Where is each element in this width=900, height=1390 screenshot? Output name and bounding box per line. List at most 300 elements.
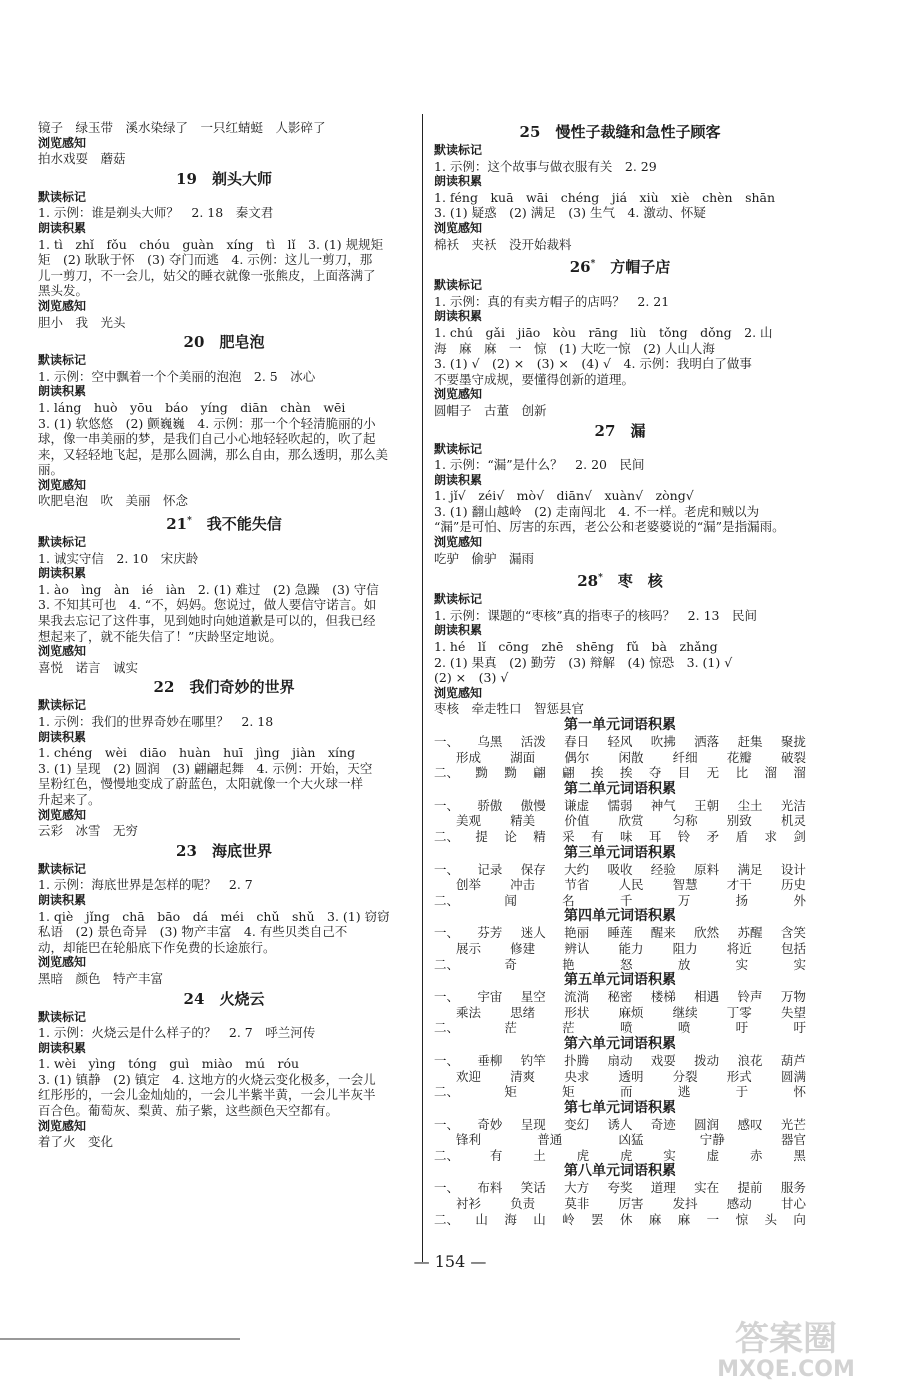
word-item: 锋利	[456, 1132, 482, 1148]
section-label-browse: 浏览感知	[38, 807, 87, 822]
word-item: 精	[533, 828, 546, 844]
column-divider	[422, 114, 423, 1262]
unit-title: 第三单元词语积累	[564, 844, 676, 861]
answer-line: 胆小 我 光头	[38, 314, 126, 330]
section-label-browse: 浏览感知	[38, 955, 87, 970]
word-item: 星空	[520, 989, 546, 1005]
word-row	[434, 813, 806, 829]
lesson-number: 22	[153, 678, 175, 697]
word-item: 形式	[726, 1068, 752, 1084]
word-item: 记录	[477, 861, 503, 877]
section-label-accum: 朗读积累	[38, 1040, 87, 1055]
answer-line: 1. 示例：这个故事与做衣服有关 2. 29	[434, 158, 657, 174]
word-item: 吁	[735, 1020, 749, 1036]
word-item: 破裂	[780, 749, 806, 765]
answer-line: 喜悦 诺言 诚实	[38, 659, 139, 675]
word-item: 节省	[564, 877, 590, 893]
lesson-star: *	[590, 259, 596, 270]
answer-line: 不要墨守成规，要懂得创新的道理。	[434, 371, 635, 387]
word-item: 纤细	[672, 749, 698, 765]
word-item: 相遇	[694, 989, 720, 1005]
section-label-mark: 默读标记	[38, 353, 87, 368]
word-item: 挨	[591, 765, 604, 781]
lesson-number: 27	[594, 421, 616, 440]
answer-line: 黑暗 颜色 特产丰富	[38, 970, 164, 986]
word-item: 提	[475, 828, 488, 844]
word-item: 于	[735, 1084, 749, 1100]
word-item: 楼梯	[650, 989, 676, 1005]
section-label-browse: 浏览感知	[38, 644, 87, 659]
word-item: 罢	[591, 1211, 604, 1227]
word-item: 实	[663, 1147, 676, 1163]
answer-line: 圆帽子 古董 创新	[434, 402, 547, 418]
word-item: 翩	[562, 765, 575, 781]
word-row	[434, 1005, 806, 1021]
word-item: 耳	[648, 828, 662, 844]
word-item: 甘心	[780, 1196, 806, 1212]
word-item: 发抖	[672, 1196, 698, 1212]
word-item: 戏耍	[650, 1052, 676, 1068]
lesson-name: 火烧云	[219, 989, 265, 1008]
left-column	[38, 120, 410, 1150]
lesson-name: 慢性子裁缝和急性子顾客	[555, 123, 721, 141]
word-item: 麻	[648, 1211, 662, 1227]
answer-line: 吹肥皂泡 吹 美丽 怀念	[38, 493, 189, 509]
section-label-accum: 朗读积累	[38, 892, 87, 907]
answer-line: 镜子 绿玉带 溪水染绿了 一只红蜻蜓 人影碎了	[38, 120, 326, 135]
word-item: 原料	[694, 861, 720, 877]
answer-line: 3. (1) 呈现 (2) 圆润 (3) 翩翩起舞 4. 示例：开始，天空	[38, 760, 373, 776]
word-item: 花瓣	[726, 749, 752, 765]
word-item: 惊	[735, 1211, 749, 1227]
word-item: 挨	[619, 765, 633, 781]
word-item: 包括	[780, 940, 806, 956]
answer-line: 动，却能巴在轮船底下作免费的长途旅行。	[38, 939, 276, 955]
section-label-browse: 浏览感知	[434, 387, 483, 402]
word-item: 诱人	[607, 1116, 633, 1132]
word-item: 展示	[456, 940, 482, 956]
answer-line: 3. 不知其可也 4. “不，妈妈。您说过，做人要信守诺言。如	[38, 597, 377, 613]
lesson-number: 25	[519, 123, 541, 141]
word-item: 扇动	[607, 1052, 633, 1068]
word-item: 求	[764, 828, 777, 844]
word-item: 莫非	[564, 1196, 590, 1212]
word-item: 聚拢	[780, 734, 806, 749]
answer-line: 1. 示例：谁是剃头大师？ 2. 18 秦文君	[38, 205, 274, 221]
corner-rule	[0, 1338, 240, 1340]
lesson-title	[38, 332, 410, 352]
word-item: 怒	[619, 956, 633, 972]
word-item: 浪花	[737, 1052, 763, 1068]
word-item: 黝	[504, 765, 517, 781]
lesson-number: 21	[166, 515, 188, 534]
word-item: 茫	[562, 1020, 575, 1036]
word-item: 提前	[737, 1180, 763, 1196]
word-item: 味	[619, 828, 633, 844]
answer-line: 儿一剪刀，不一会儿，姑父的睡衣就像一张熊皮，上面落满了	[38, 267, 376, 283]
lesson-name: 漏	[630, 421, 646, 440]
word-row	[434, 862, 806, 878]
word-row	[434, 1069, 806, 1085]
word-item: 别致	[726, 813, 752, 829]
word-row	[434, 798, 806, 814]
word-item: 懦弱	[607, 797, 633, 813]
answer-line: 3. (1) 软悠悠 (2) 颤巍巍 4. 示例：那一个个轻清脆丽的小	[38, 415, 376, 431]
section-label-accum: 朗读积累	[434, 623, 483, 638]
word-item: 欣赏	[618, 813, 644, 829]
word-item: 机灵	[780, 813, 806, 829]
word-item: 骄傲	[477, 797, 503, 813]
watermark-text: 答案圈	[735, 1319, 837, 1359]
word-item: 闲散	[618, 749, 644, 765]
word-item: 保存	[520, 861, 546, 877]
word-item: 逃	[677, 1084, 691, 1100]
word-item: 无	[706, 765, 720, 781]
unit-title: 第四单元词语积累	[564, 908, 676, 925]
word-item: 怀	[793, 1084, 806, 1100]
word-item: 目	[677, 765, 691, 781]
section-label-mark: 默读标记	[38, 1009, 87, 1024]
word-item: 一	[706, 1211, 720, 1227]
section-label-accum: 朗读积累	[434, 472, 483, 487]
lesson-title	[434, 421, 806, 441]
word-item: 丁零	[726, 1004, 752, 1020]
answer-line: 果我去忘记了这件事，见到她时向她道歉是可以的，但我已经	[38, 613, 376, 629]
page-number: — 154 —	[413, 1252, 487, 1271]
word-item: 美观	[456, 813, 482, 829]
word-item: 闻	[504, 892, 517, 908]
section-label-browse: 浏览感知	[434, 535, 483, 550]
answer-line: 云彩 冰雪 无穷	[38, 823, 139, 839]
word-item: 神气	[650, 797, 676, 813]
word-item: 央求	[564, 1068, 590, 1084]
word-item: 笑话	[520, 1180, 546, 1196]
word-item: 而	[619, 1084, 633, 1100]
word-item: 苏醒	[737, 925, 763, 941]
word-item: 麻	[677, 1211, 691, 1227]
watermark-domain: MXQE.COM	[717, 1357, 855, 1382]
answer-line: 私语 (2) 景色奇异 (3) 物产丰富 4. 有些贝类自己不	[38, 924, 348, 940]
word-item: 奇	[504, 956, 517, 972]
word-item: 人民	[618, 877, 644, 893]
word-item: 芬芳	[477, 925, 503, 941]
word-item: 大约	[564, 861, 590, 877]
word-item: 才干	[726, 877, 752, 893]
word-item: 垂柳	[477, 1052, 503, 1068]
answer-line: 棉袄 夹袄 没开始裁料	[434, 236, 572, 252]
word-item: 奇迹	[650, 1116, 676, 1132]
word-item: 偶尔	[564, 749, 590, 765]
answer-line: 海 麻 麻 一 惊 (1) 大吃一惊 (2) 人山人海	[434, 340, 715, 356]
word-item: 虚	[706, 1147, 720, 1163]
word-item: 厉害	[618, 1196, 644, 1212]
answer-line: 1. jǐ√ zéi√ mò√ diān√ xuàn√ zòng√	[434, 488, 694, 504]
lesson-title	[38, 677, 410, 697]
lesson-title	[38, 511, 410, 534]
word-item: 阻力	[672, 940, 698, 956]
word-item: 衬衫	[456, 1196, 482, 1212]
section-label-accum: 朗读积累	[38, 729, 87, 744]
word-item: 实	[793, 956, 806, 972]
answer-line: 1. 示例：课题的“枣核”真的指枣子的核吗？ 2. 13 民间	[434, 607, 757, 623]
word-row-prefix: 二、	[434, 1211, 460, 1227]
word-item: 感动	[726, 1196, 752, 1212]
word-item: 翩	[533, 765, 546, 781]
lesson-title	[38, 169, 410, 189]
lesson-number: 26	[569, 258, 591, 277]
word-row	[434, 893, 806, 909]
word-row	[434, 877, 806, 893]
word-item: 价值	[564, 813, 590, 829]
answer-line: 呈粉红色，慢慢地变成了蔚蓝色，太阳就像一个大火球一样	[38, 776, 364, 792]
answer-line: 1. wèi yìng tóng guì miào mú róu	[38, 1056, 300, 1072]
word-row-prefix: 一、	[434, 1116, 460, 1132]
answer-line: 着了火 变化	[38, 1134, 114, 1150]
section-label-browse: 浏览感知	[38, 1118, 87, 1133]
word-item: 虎	[576, 1147, 590, 1163]
answer-line: 升起来了。	[38, 791, 101, 807]
word-item: 尘土	[737, 797, 763, 813]
word-item: 岭	[562, 1211, 575, 1227]
word-item: 盾	[735, 828, 749, 844]
word-item: 呈现	[520, 1116, 546, 1132]
word-item: 湖面	[510, 749, 536, 765]
word-item: 矩	[504, 1084, 517, 1100]
word-item: 乌黑	[477, 734, 503, 749]
answer-line: 1. 示例：火烧云是什么样子的？ 2. 7 呼兰河传	[38, 1025, 316, 1041]
word-item: 实	[735, 956, 749, 972]
word-item: 继续	[672, 1004, 698, 1020]
lesson-number: 24	[183, 989, 205, 1008]
word-item: 实在	[694, 1180, 720, 1196]
word-item: 扑腾	[564, 1052, 590, 1068]
word-row-prefix: 一、	[434, 925, 460, 941]
word-item: 醒来	[650, 925, 676, 941]
word-item: 光洁	[780, 797, 806, 813]
lesson-title	[38, 841, 410, 861]
section-label-accum: 朗读积累	[38, 220, 87, 235]
word-item: 含笑	[780, 925, 806, 941]
answer-line: 3. (1) √ (2) × (3) × (4) √ 4. 示例：我明白了做事	[434, 356, 752, 372]
word-row	[434, 1180, 806, 1196]
word-item: 大方	[564, 1180, 590, 1196]
word-item: 矩	[562, 1084, 575, 1100]
word-item: 夺	[648, 765, 662, 781]
word-item: 万	[677, 892, 691, 908]
section-label-accum: 朗读积累	[434, 174, 483, 189]
word-item: 名	[562, 892, 575, 908]
word-row	[434, 1117, 806, 1133]
answer-line: 3. (1) 疑惑 (2) 满足 (3) 生气 4. 激动、怀疑	[434, 205, 706, 221]
word-item: 洒落	[694, 734, 720, 749]
word-item: 布料	[477, 1180, 503, 1196]
word-item: 赶集	[737, 734, 763, 749]
word-item: 吸收	[607, 861, 633, 877]
section-label-mark: 默读标记	[38, 698, 87, 713]
word-row-prefix: 一、	[434, 797, 460, 813]
word-item: 凶猛	[618, 1132, 644, 1148]
word-item: 溜	[793, 765, 806, 781]
answer-line: 1. ào ìng àn ié iàn 2. (1) 难过 (2) 急躁 (3) 守信	[38, 581, 379, 597]
answer-line: 1. láng huò yōu báo yíng diān chàn wēi	[38, 399, 346, 415]
word-item: 道理	[650, 1180, 676, 1196]
lesson-number: 20	[183, 333, 205, 352]
word-row	[434, 941, 806, 957]
answer-line: 丽。	[38, 462, 64, 478]
section-label-mark: 默读标记	[38, 189, 87, 204]
lesson-number: 23	[176, 841, 197, 860]
word-item: 负责	[510, 1196, 536, 1212]
word-item: 扬	[735, 892, 749, 908]
word-item: 思绪	[510, 1004, 536, 1020]
word-item: 设计	[780, 861, 806, 877]
word-item: 黝	[475, 765, 488, 781]
word-item: 比	[735, 765, 749, 781]
word-item: 虎	[619, 1147, 633, 1163]
word-item: 土	[533, 1147, 546, 1163]
word-item: 谦虚	[564, 797, 590, 813]
word-item: 分裂	[672, 1068, 698, 1084]
word-item: 铃	[677, 828, 691, 844]
word-item: 钓竿	[520, 1052, 546, 1068]
section-label-mark: 默读标记	[434, 143, 483, 157]
word-row-prefix: 一、	[434, 1180, 460, 1196]
word-item: 向	[793, 1211, 806, 1227]
answer-line: (2) × (3) √	[434, 670, 509, 686]
word-row	[434, 765, 806, 781]
word-item: 能力	[618, 940, 644, 956]
section-label-mark: 默读标记	[38, 861, 87, 876]
word-item: 光芒	[780, 1116, 806, 1132]
lesson-name: 我不能失信	[206, 515, 282, 534]
lesson-name: 肥皂泡	[219, 333, 265, 352]
word-item: 拨动	[694, 1052, 720, 1068]
word-item: 放	[677, 956, 691, 972]
word-item: 喷	[619, 1020, 633, 1036]
word-item: 智慧	[672, 877, 698, 893]
section-label-accum: 朗读积累	[38, 384, 87, 399]
word-item: 服务	[780, 1180, 806, 1196]
word-row	[434, 1020, 806, 1036]
word-item: 矛	[706, 828, 720, 844]
word-item: 千	[619, 892, 633, 908]
word-item: 王朝	[694, 797, 720, 813]
lesson-number: 28	[577, 572, 599, 591]
answer-line: 1. chéng wèi diāo huàn huī jìng jiàn xíng	[38, 745, 356, 761]
word-item: 铃声	[737, 989, 763, 1005]
word-row	[434, 829, 806, 845]
section-label-browse: 浏览感知	[38, 298, 87, 313]
answer-line: 1. qiè jǐng chā bāo dá méi chǔ shǔ 3. (1) 窃窃	[38, 908, 390, 924]
word-item: 欢迎	[456, 1068, 482, 1084]
answer-line: 1. chú gǎi jiāo kòu rāng liù tǒng dǒng 2. 山	[434, 324, 773, 340]
word-row	[434, 1053, 806, 1069]
word-item: 麻烦	[618, 1004, 644, 1020]
word-item: 休	[619, 1211, 633, 1227]
right-column	[434, 120, 806, 1227]
lesson-title	[434, 568, 806, 591]
word-item: 艳丽	[564, 925, 590, 941]
unit-title: 第六单元词语积累	[564, 1035, 676, 1052]
word-item: 夸奖	[607, 1180, 633, 1196]
word-row-prefix: 二、	[434, 892, 460, 908]
word-item: 茫	[504, 1020, 517, 1036]
word-item: 万物	[780, 989, 806, 1005]
section-label-accum: 朗读积累	[434, 309, 483, 324]
word-row-prefix: 二、	[434, 956, 460, 972]
word-item: 形状	[564, 1004, 590, 1020]
word-item: 有	[591, 828, 604, 844]
word-row-prefix: 一、	[434, 989, 460, 1005]
word-row	[434, 1132, 806, 1148]
word-row-prefix: 二、	[434, 765, 460, 781]
word-row	[434, 925, 806, 941]
word-item: 海	[504, 1211, 517, 1227]
lesson-name: 枣 核	[617, 572, 663, 591]
answer-line: 1. 示例：海底世界是怎样的呢？ 2. 7	[38, 877, 253, 893]
lesson-title	[38, 989, 410, 1009]
word-item: 将近	[726, 940, 752, 956]
answer-line: 2. (1) 果真 (2) 勤劳 (3) 辩解 (4) 惊恐 3. (1) √	[434, 654, 733, 670]
word-row-prefix: 二、	[434, 1147, 460, 1163]
word-row	[434, 957, 806, 973]
lesson-name: 方帽子店	[610, 258, 671, 277]
unit-title: 第五单元词语积累	[564, 972, 676, 989]
word-item: 活泼	[520, 734, 546, 749]
answer-line: 百合色。葡萄灰、梨黄、茄子紫，这些颜色天空都有。	[38, 1103, 339, 1119]
word-item: 论	[504, 828, 517, 844]
word-item: 宁静	[699, 1132, 725, 1148]
answer-line: 红彤彤的，一会儿金灿灿的，一会儿半紫半黄，一会儿半灰半	[38, 1087, 376, 1103]
answer-line: 1. 示例：“漏”是什么？ 2. 20 民间	[434, 457, 645, 473]
unit-title: 第八单元词语积累	[564, 1163, 676, 1180]
word-row-prefix: 一、	[434, 734, 460, 749]
word-row-prefix: 一、	[434, 1052, 460, 1068]
lesson-star: *	[187, 516, 192, 527]
word-row-prefix: 二、	[434, 828, 460, 844]
section-label-mark: 默读标记	[434, 278, 483, 293]
section-label-browse: 浏览感知	[434, 220, 483, 235]
word-item: 头	[764, 1211, 777, 1227]
word-item: 剑	[793, 828, 806, 844]
word-item: 精美	[510, 813, 536, 829]
answer-line: 枣核 牵走牲口 智惩县官	[434, 701, 585, 717]
answer-line: 球，像一串美丽的梦，是我们自己小心地轻轻吹起的，吹了起	[38, 431, 376, 447]
word-item: 宇宙	[477, 989, 503, 1005]
word-row	[434, 734, 806, 750]
answer-line: 拍水戏耍 蘑菇	[38, 151, 126, 167]
answer-line: 1. 诚实守信 2. 10 宋庆龄	[38, 550, 199, 566]
section-label-browse: 浏览感知	[434, 685, 483, 700]
answer-line: 来，又轻轻地飞起，是那么圆满，那么自由，那么透明，那么美	[38, 446, 389, 462]
word-item: 黑	[793, 1147, 806, 1163]
answer-line: 想起来了，就不能失信了！”庆龄坚定地说。	[38, 628, 282, 644]
lesson-name: 海底世界	[211, 841, 272, 860]
answer-line: 1. hé lǐ cōng zhē shēng fǔ bà zhǎng	[434, 639, 718, 655]
word-item: 采	[562, 828, 575, 844]
word-item: 艳	[562, 956, 575, 972]
answer-line: 3. (1) 镇静 (2) 镇定 4. 这地方的火烧云变化极多，一会儿	[38, 1071, 376, 1087]
lesson-title	[434, 254, 806, 277]
answer-line: 1. 示例：真的有卖方帽子的店吗？ 2. 21	[434, 293, 670, 309]
watermark-logo	[686, 1312, 886, 1382]
word-item: 透明	[618, 1068, 644, 1084]
word-item: 失望	[780, 1004, 806, 1020]
word-item: 有	[489, 1147, 503, 1163]
word-item: 圆满	[780, 1068, 806, 1084]
lesson-star: *	[598, 573, 603, 584]
lesson-title	[434, 122, 806, 142]
